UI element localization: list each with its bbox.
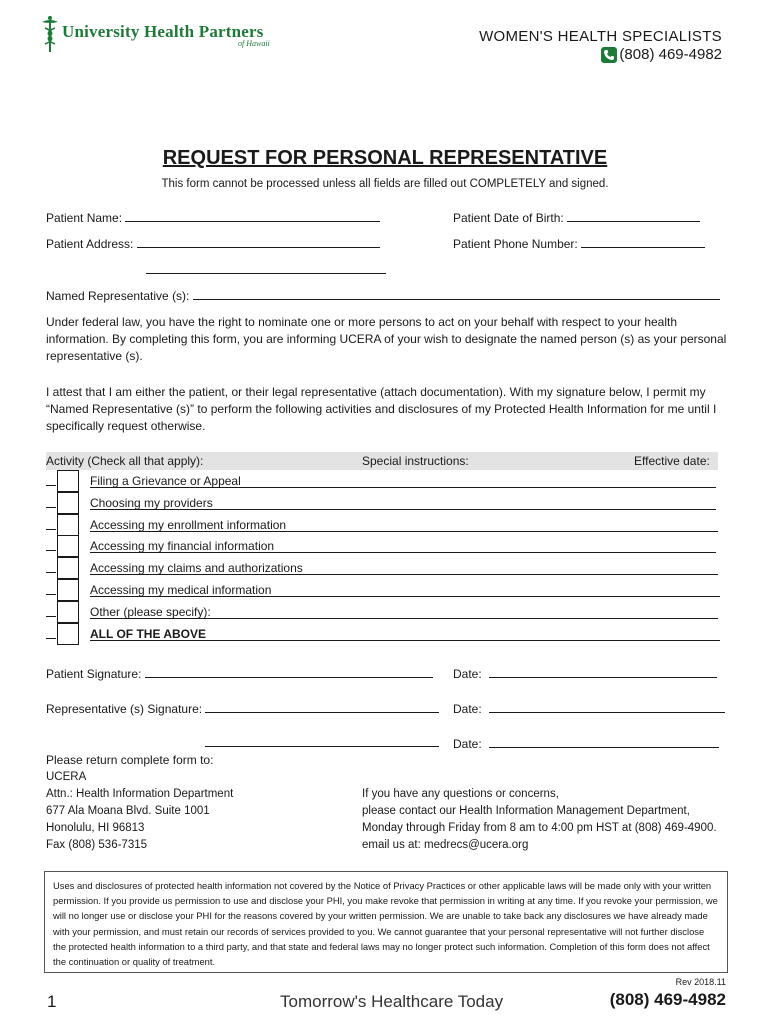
date-label: Date: xyxy=(453,702,482,716)
logo-subtext: of Hawaii xyxy=(238,39,270,48)
activity-checkbox[interactable] xyxy=(57,557,79,579)
activity-label: Accessing my financial information xyxy=(90,539,275,554)
activity-checkbox[interactable] xyxy=(57,579,79,601)
questions-line: please contact our Health Information Management Department, xyxy=(362,805,690,817)
questions-email[interactable]: email us at: medrecs@ucera.org xyxy=(362,839,529,851)
activity-label: Choosing my providers xyxy=(90,495,213,510)
activity-label: ALL OF THE ABOVE xyxy=(90,626,207,641)
activity-initial-line xyxy=(46,507,56,508)
patient-address-field[interactable] xyxy=(46,236,380,251)
return-line: 677 Ala Moana Blvd. Suite 1001 xyxy=(46,805,210,817)
patient-phone-field[interactable] xyxy=(453,236,705,251)
organization-name: WOMEN'S HEALTH SPECIALISTS xyxy=(479,28,722,45)
patient-name-label: Patient Name: xyxy=(46,211,123,225)
activity-initial-line xyxy=(46,485,56,486)
questions-block xyxy=(362,786,717,854)
activity-initial-line xyxy=(46,638,56,639)
questions-line: If you have any questions or concerns, xyxy=(362,788,559,800)
activity-label: Other (please specify): xyxy=(90,604,211,619)
representative-signature-date-field[interactable] xyxy=(453,701,725,716)
header-phone xyxy=(601,46,722,63)
activity-instructions-line[interactable] xyxy=(90,618,718,619)
form-title: REQUEST FOR PERSONAL REPRESENTATIVE xyxy=(162,147,608,169)
activity-instructions-line[interactable] xyxy=(90,552,716,553)
form-subtitle: This form cannot be processed unless all fields are filled out COMPLETELY and signed. xyxy=(161,178,609,190)
activity-initial-line xyxy=(46,594,56,595)
patient-signature-date-field[interactable] xyxy=(453,666,717,681)
activity-initial-line xyxy=(46,572,56,573)
return-intro: Please return complete form to: xyxy=(46,753,214,767)
activity-checkbox[interactable] xyxy=(57,470,79,492)
rights-paragraph: Under federal law, you have the right to nominate one or more persons to act on your behalf with respect to your health information. By completing this form, you are informing UCERA of your wish to designate the named person (s) as your personal representative (s). xyxy=(46,315,727,363)
patient-address-label: Patient Address: xyxy=(46,237,134,251)
footer-tagline: Tomorrow's Healthcare Today xyxy=(280,992,504,1011)
patient-signature-label: Patient Signature: xyxy=(46,667,142,681)
return-line: UCERA xyxy=(46,771,87,783)
activity-instructions-line[interactable] xyxy=(90,640,720,641)
phone-icon xyxy=(601,47,617,63)
activity-label: Accessing my enrollment information xyxy=(90,517,287,532)
activity-initial-line xyxy=(46,550,56,551)
questions-line: Monday through Friday from 8 am to 4:00 pm HST at (808) 469-4900. xyxy=(362,822,717,834)
representative-signature-date2-field[interactable] xyxy=(453,736,719,751)
activity-instructions-line[interactable] xyxy=(90,596,720,597)
activity-checkbox[interactable] xyxy=(57,623,79,645)
caduceus-logo-icon xyxy=(40,14,60,54)
logo-text: University Health Partners xyxy=(62,22,264,41)
representative-signature-line2[interactable] xyxy=(205,735,439,747)
activity-label: Filing a Grievance or Appeal xyxy=(90,474,241,488)
attestation-paragraph: I attest that I am either the patient, or their legal representative (attach documentation). With my signature below, I permit my “Named Representative (s)” to perform the following activities and disclosures of my Protected Health Information for me until I specifically request otherwise. xyxy=(46,385,717,433)
patient-dob-field[interactable] xyxy=(453,210,700,225)
activity-label: Accessing my medical information xyxy=(90,583,272,597)
activity-checkbox[interactable] xyxy=(57,492,79,514)
activity-instructions-line[interactable] xyxy=(90,531,718,532)
privacy-notice-box: Uses and disclosures of protected health information not covered by the Notice of Privacy Practices or other applicable laws will be made only with your written permission. If you provide us permission to use and disclose your PHI, you make revoke that permission in writing at any time. If you revoke your permission, we will no longer use or disclose your PHI for the reasons covered by your written permission. We are unable to take back any disclosures we have already made with your permission, and must retain our records of services provided to you. We cannot guarantee that your personal representative will not further disclose the protected health information to a third party, and that state and federal laws may no longer protect such information. Completion of this form does not affect the continuation or quality of treatment. xyxy=(44,871,728,973)
activity-label: Accessing my claims and authorizations xyxy=(90,561,303,576)
effective-date-header: Effective date: xyxy=(634,454,710,468)
patient-name-field[interactable] xyxy=(46,210,380,225)
return-line: Honolulu, HI 96813 xyxy=(46,822,145,834)
representative-signature-label: Representative (s) Signature: xyxy=(46,702,203,716)
activity-checkbox[interactable] xyxy=(57,535,79,557)
activity-instructions-line[interactable] xyxy=(90,509,716,510)
footer-phone: (808) 469-4982 xyxy=(609,990,726,1009)
header-phone-number: (808) 469-4982 xyxy=(619,46,722,63)
page-number: 1 xyxy=(47,992,57,1011)
date-label: Date: xyxy=(453,667,482,681)
representative-signature-field[interactable] xyxy=(46,701,439,716)
activity-instructions-line[interactable] xyxy=(90,487,716,488)
patient-phone-label: Patient Phone Number: xyxy=(453,237,578,251)
patient-signature-field[interactable] xyxy=(46,666,433,681)
activity-header-label: Activity (Check all that apply): xyxy=(46,454,204,468)
return-line: Fax (808) 536-7315 xyxy=(46,839,148,851)
named-representative-field[interactable] xyxy=(46,288,720,303)
patient-address-line2[interactable] xyxy=(146,262,386,274)
named-representative-label: Named Representative (s): xyxy=(46,289,190,303)
activity-checkbox[interactable] xyxy=(57,601,79,623)
return-line: Attn.: Health Information Department xyxy=(46,788,234,800)
special-instructions-header: Special instructions: xyxy=(362,454,469,468)
activity-initial-line xyxy=(46,529,56,530)
revision-label: Rev 2018.11 xyxy=(675,977,726,987)
patient-dob-label: Patient Date of Birth: xyxy=(453,211,564,225)
activity-checkbox[interactable] xyxy=(57,514,79,536)
return-address-block xyxy=(46,752,233,854)
date-label: Date: xyxy=(453,737,482,751)
activity-initial-line xyxy=(46,616,56,617)
activity-instructions-line[interactable] xyxy=(90,574,718,575)
